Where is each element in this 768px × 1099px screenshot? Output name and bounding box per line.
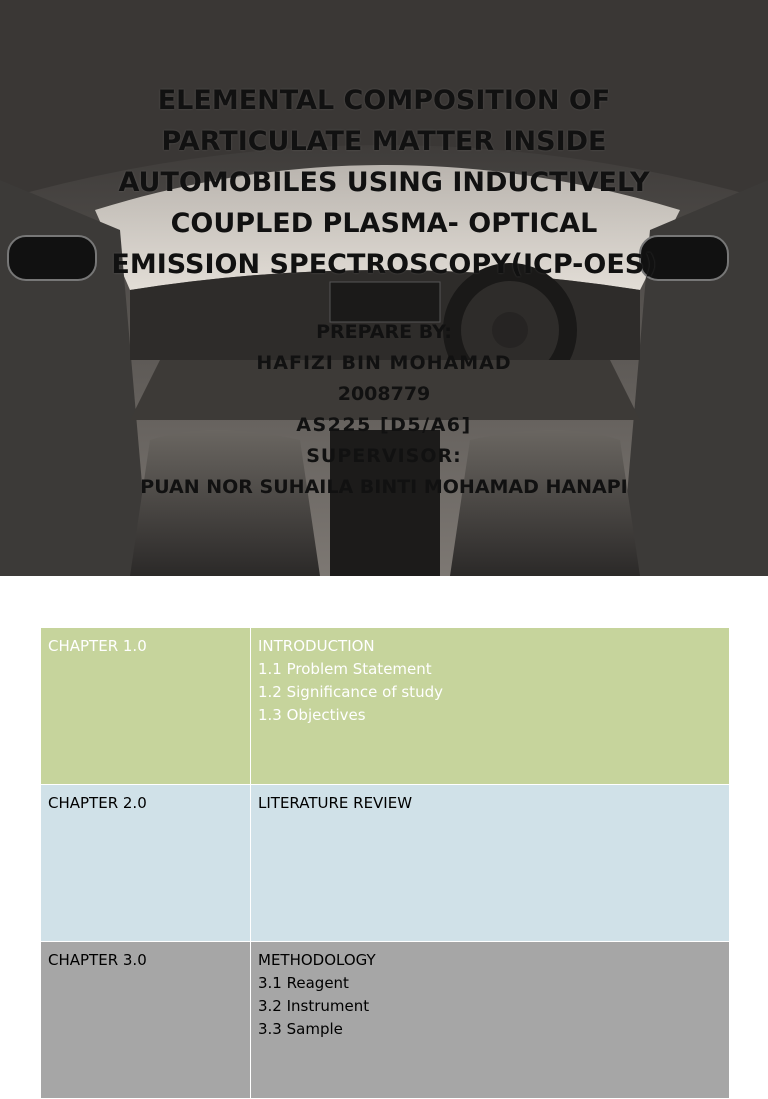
chapter-heading: INTRODUCTION	[258, 637, 375, 655]
title-line: ELEMENTAL COMPOSITION OF	[157, 85, 611, 116]
section-item: 1.2 Significance of study	[258, 683, 443, 701]
title-line: PARTICULATE MATTER INSIDE	[161, 126, 607, 157]
chapter-heading: METHODOLOGY	[258, 951, 376, 969]
table-row	[41, 628, 730, 785]
chapter-number: CHAPTER 1.0	[48, 637, 147, 655]
content-cell	[251, 628, 730, 785]
prepared-label: PREPARE BY:	[316, 321, 452, 343]
table-row	[41, 785, 730, 942]
slide-title	[60, 80, 708, 285]
supervisor-name: PUAN NOR SUHAILA BINTI MOHAMAD HANAPI	[140, 476, 628, 498]
chapter-number: CHAPTER 2.0	[48, 794, 147, 812]
chapter-number: CHAPTER 3.0	[48, 951, 147, 969]
title-line: AUTOMOBILES USING INDUCTIVELY	[118, 167, 650, 198]
section-item: 3.1 Reagent	[258, 974, 349, 992]
slide-credits	[60, 317, 708, 503]
content-cell	[251, 785, 730, 942]
table-row	[41, 942, 730, 1099]
student-id: 2008779	[337, 383, 431, 405]
chapter-table	[40, 627, 730, 1099]
chapter-cell	[41, 942, 251, 1099]
section-item: 1.3 Objectives	[258, 706, 366, 724]
author-name: HAFIZI BIN MOHAMAD	[256, 352, 512, 374]
chapter-cell	[41, 628, 251, 785]
supervisor-label: SUPERVISOR:	[306, 445, 462, 467]
title-line: EMISSION SPECTROSCOPY(ICP-OES)	[111, 249, 657, 280]
class-code: AS225 [D5/A6]	[296, 414, 472, 436]
title-line: COUPLED PLASMA- OPTICAL	[170, 208, 598, 239]
section-item: 3.3 Sample	[258, 1020, 343, 1038]
chapter-cell	[41, 785, 251, 942]
chapter-heading: LITERATURE REVIEW	[258, 794, 413, 812]
section-item: 3.2 Instrument	[258, 997, 370, 1015]
section-item: 1.1 Problem Statement	[258, 660, 432, 678]
content-cell	[251, 942, 730, 1099]
